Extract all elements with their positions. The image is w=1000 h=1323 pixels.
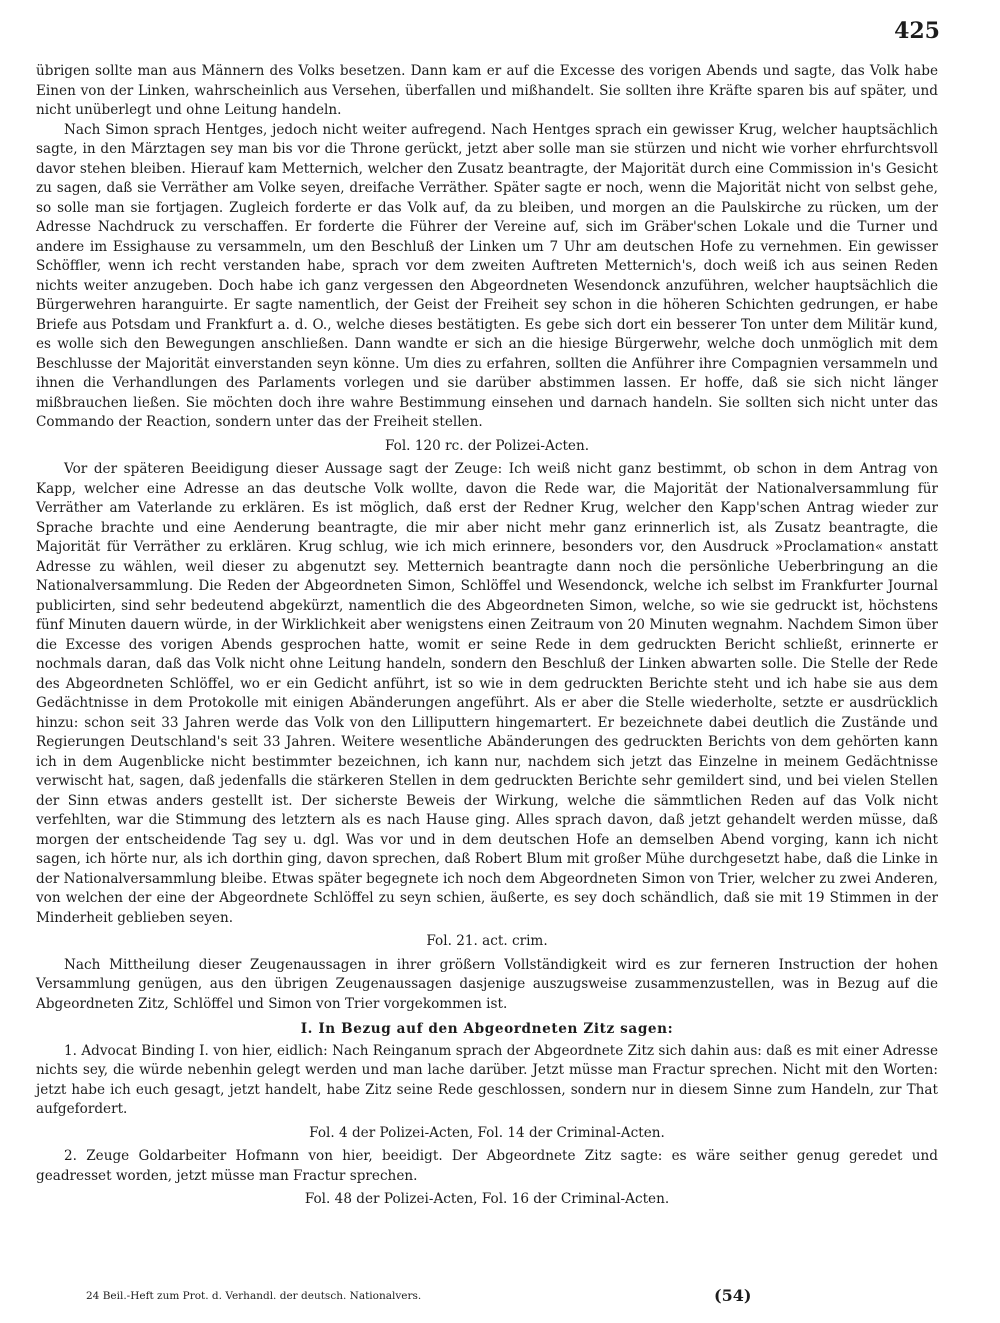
page-footer bbox=[36, 1286, 938, 1310]
folio-reference: Fol. 120 rc. der Polizei-Acten. bbox=[384, 437, 590, 454]
folio-reference: Fol. 48 der Polizei-Acten, Fol. 16 der Criminal-Acten. bbox=[304, 1191, 670, 1207]
paragraph-simon-hentges: Nach Simon sprach Hentges, jedoch nicht weiter aufregend. Nach Hentges sprach ein gewisser Krug, welcher hauptsächlich sagte, in den Märztagen sey man bis vor die Throne gerückt, jetzt aber solle man sie stürzen und nicht wie vorher ehrfurchtsvoll davor stehen bleiben. Hierauf kam Metternich, welcher den Zusatz beantragte, der Majorität durch eine Commission in's Gesicht zu sagen, daß sie Verräther am Volke seyen, dreifache Verräther. Später sagte er noch, wenn die Majorität nicht von selbst gehe, so solle man sie fortjagen. Zugleich forderte er das Volk auf, da zu bleiben, und morgen an die Paulskirche zu rücken, um der Adresse Nachdruck zu verschaffen. Er forderte die Führer der Vereine auf, sich im Gräber'schen Lokale und die Turner und andere im Essighause zu versammeln, um den Beschluß der Linken um 7 Uhr am deutschen Hofe zu vernehmen. Ein gewisser Schöffler, wenn ich recht verstanden habe, sprach vor dem zweiten Auftreten Metternich's, doch weiß ich aus seinen Reden nichts weiter anzugeben. Doch habe ich ganz vergessen den Abgeordneten Wesendonck anzuführen, welcher hauptsächlich die Bürgerwehren haranguirte. Er sagte namentlich, der Geist der Freiheit sey schon in die höheren Schichten gedrungen, er habe Briefe aus Potsdam und Frankfurt a. d. O., welche dieses bestätigten. Es gebe sich dort ein besserer Ton unter dem Militär kund, es wolle sich den Bewegungen anschließen. Dann wandte er sich an die hiesige Bürgerwehr, welche doch unmöglich mit dem Beschlusse der Majorität einverstanden seyn könne. Um dies zu erfahren, sollten die Anführer ihre Compagnien versammeln und ihnen die Verhandlungen des Parlaments vorlegen und sie darüber abstimmen lassen. Er hoffe, daß sie sich nicht länger mißbrauchen ließen. Sie möchten doch ihre wahre Bestimmung einsehen und darnach handeln. Sie sollten sich nicht unter das Commando der Reaction, sondern unter das der Freiheit stellen. bbox=[36, 121, 938, 430]
section-heading: I. In Bezug auf den Abgeordneten Zitz sagen: bbox=[300, 1021, 674, 1037]
sheet-number: (54) bbox=[714, 1286, 752, 1305]
witness-item-2: 2. Zeuge Goldarbeiter Hofmann von hier, beeidigt. Der Abgeordnete Zitz sagte: es wäre seither genug geredet und geadresset worden, jetzt müsse man Fractur sprechen. bbox=[36, 1148, 938, 1184]
folio-reference: Fol. 21. act. crim. bbox=[426, 933, 548, 949]
folio-reference: Fol. 4 der Polizei-Acten, Fol. 14 der Criminal-Acten. bbox=[309, 1124, 665, 1141]
signature-note: 24 Beil.-Heft zum Prot. d. Verhandl. der deutsch. Nationalvers. bbox=[86, 1290, 422, 1302]
page-number: 425 bbox=[894, 18, 940, 44]
paragraph-summary: Nach Mittheilung dieser Zeugenaussagen in ihrer größern Vollständigkeit wird es zur ferneren Instruction der hohen Versammlung genügen, aus den übrigen Zeugenaussagen dasjenige auszugsweise zusammenzustellen, was in Bezug auf die Abgeordneten Zitz, Schlöffel und Simon von Trier vorgekommen ist. bbox=[36, 956, 938, 1012]
witness-item-1: 1. Advocat Binding I. von hier, eidlich: Nach Reinganum sprach der Abgeordnete Zitz sich dahin aus: daß es mit einer Adresse nichts sey, die würde nebenhin gelegt werden und man lache darüber. Jetzt müsse man Fractur sprechen. Nicht mit den Worten: jetzt habe ich euch gesagt, jetzt handelt, habe Zitz seine Rede geschlossen, sondern nur in diesem Sinne zum Handeln, zur That aufgefordert. bbox=[36, 1042, 938, 1117]
paragraph-witness-statement: Vor der späteren Beeidigung dieser Aussage sagt der Zeuge: Ich weiß nicht ganz bestimmt, ob schon in dem Antrag von Kapp, welcher eine Adresse an das deutsche Volk wollte, davon die Rede war, die Majorität der Nationalversammlung für Verräther am Vaterlande zu erklären. Es ist möglich, daß erst der Redner Krug, welcher den Kapp'schen Antrag wieder zur Sprache brachte und eine Aenderung beantragte, die mir aber nicht mehr ganz erinnerlich ist, als Zusatz beantragte, die Majorität für Verräther zu erklären. Krug schlug, wie ich mich erinnere, besonders vor, den Ausdruck »Proclamation« anstatt Adresse zu wählen, weil dieser zu abgenutzt sey. Metternich beantragte dann noch die persönliche Ueberbringung an die Nationalversammlung. Die Reden der Abgeordneten Simon, Schlöffel und Wesendonck, welche ich selbst im Frankfurter Journal publicirten, sind sehr bedeutend abgekürzt, namentlich die des Abgeordneten Simon, welche, so wie sie gedruckt ist, höchstens fünf Minuten dauern würde, in der Wirklichkeit aber wenigstens einen Zeitraum von 20 Minuten wegnahm. Nachdem Simon über die Excesse des vorigen Abends gesprochen hatte, womit er seine Rede in dem gedruckten Bericht schließt, erinnerte er nochmals daran, daß das Volk nicht ohne Leitung handeln, sondern den Beschluß der Linken abwarten solle. Die Stelle der Rede des Abgeordneten Schlöffel, wo er ein Gedicht anführt, ist so wie in dem gedruckten Berichte steht und ich habe sie aus dem Gedächtnisse in dem Protokolle mit einigen Abänderungen angeführt. Als er aber die Stelle wiederholte, setzte er ausdrücklich hinzu: schon seit 33 Jahren werde das Volk von den Lilliputtern hingemartert. Er bezeichnete dabei deutlich die Zustände und Regierungen Deutschland's seit 33 Jahren. Weitere wesentliche Abänderungen des gedruckten Berichts von dem gehörten kann ich in dem Augenblicke nicht bestimmter bezeichnen, ich kann nur, nachdem sich jetzt das Einzelne in meinem Gedächtnisse verwischt hat, sagen, daß jedenfalls die stärkeren Stellen in dem gedruckten Berichte sehr gemildert sind, und bei vielen Stellen der Sinn etwas anders gestellt ist. Der sicherste Beweis der Wirkung, welche die sämmtlichen Reden auf das Volk nicht verfehlten, war die Stimmung des letztern als es nach Hause ging. Alles sprach davon, daß jetzt gehandelt werden müsse, daß morgen der entscheidende Tag sey u. dgl. Was vor und in dem deutschen Hofe an demselben Abend vorging, kann ich nicht sagen, ich hörte nur, als ich dorthin ging, davon sprechen, daß Robert Blum mit großer Mühe durchgesetzt habe, daß die Linke in der Nationalversammlung bleibe. Etwas später begegnete ich noch dem Abgeordneten Simon von Trier, welcher zu zwei Anderen, von welchen der eine der Abgeordnete Schlöffel zu seyn schien, äußerte, es sey doch schändlich, daß sie mit 19 Stimmen in der Minderheit geblieben seyen. bbox=[36, 461, 938, 926]
paragraph-continuation: übrigen sollte man aus Männern des Volks besetzen. Dann kam er auf die Excesse des vorigen Abends und sagte, das Volk habe Einen von der Linken, wahrscheinlich aus Versehen, überfallen und mißhandelt. Sie sollten ihre Kräfte sparen bis auf später, und nicht unüberlegt und ohne Leitung handeln. bbox=[36, 63, 938, 118]
body-text bbox=[36, 62, 938, 1214]
